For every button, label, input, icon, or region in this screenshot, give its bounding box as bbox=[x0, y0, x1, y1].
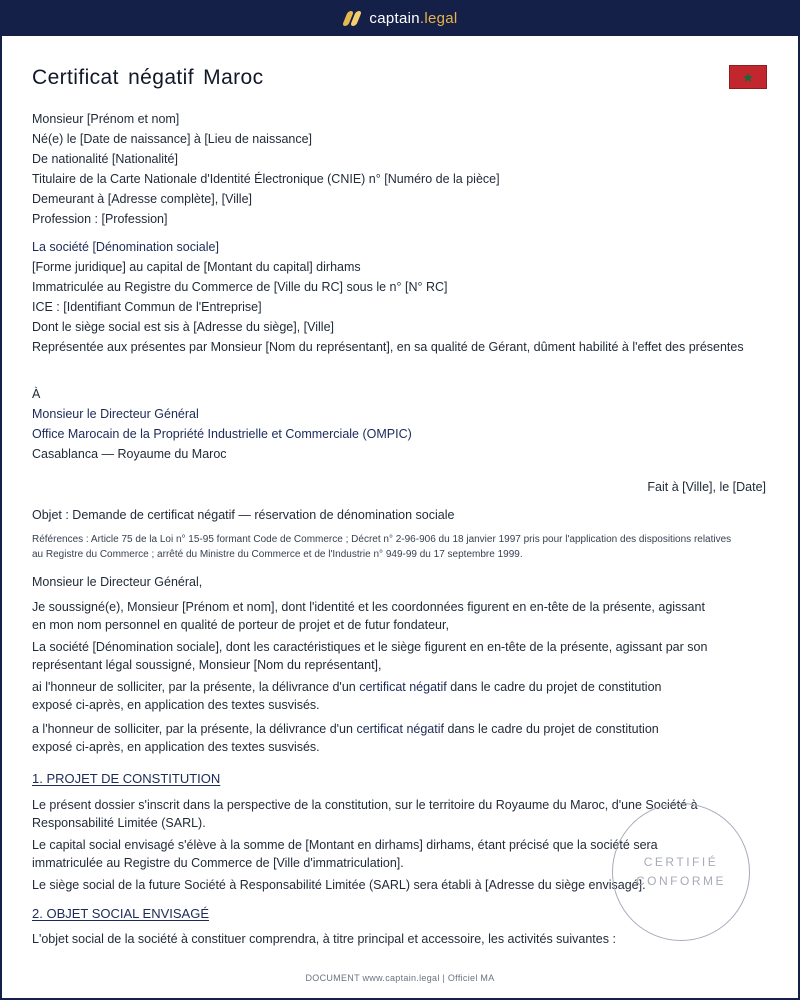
recipient-to: À bbox=[32, 387, 41, 401]
section-2-paragraph-1: L'objet social de la société à constituer comprendra, à titre principal et accessoire, les activités suivantes : bbox=[32, 932, 616, 946]
certified-stamp bbox=[612, 803, 750, 941]
stamp-line-1: CERTIFIÉ bbox=[643, 855, 719, 869]
recipient-block bbox=[32, 384, 772, 464]
paragraph-company: La société [Dénomination sociale], dont les caractéristiques et le siège figurent en en-tête de la présente, agissant par son représentant légal soussigné, Monsieur [Nom du représentant], bbox=[32, 640, 708, 672]
section-1-paragraph-2: Le capital social envisagé s'élève à la somme de [Montant en dirhams] dirhams, étant précisé que la société sera immatriculée au Registre du Commerce de [Ville d'immatriculation]. bbox=[32, 838, 658, 870]
applicant-name: Monsieur [Prénom et nom] bbox=[32, 112, 180, 126]
document-title: Certificat négatif Maroc bbox=[32, 66, 264, 89]
applicant-nationality: De nationalité [Nationalité] bbox=[32, 152, 178, 166]
morocco-flag-icon: ★ bbox=[729, 65, 767, 89]
top-bar bbox=[0, 0, 800, 36]
applicant-id-card: Titulaire de la Carte Nationale d'Identité Électronique (CNIE) n° [Numéro de la pièce] bbox=[32, 172, 500, 186]
footer: DOCUMENT www.captain.legal | Officiel MA bbox=[305, 973, 495, 983]
request-text-start: ai l'honneur de solliciter, par la présente, la délivrance d'un bbox=[32, 680, 356, 694]
recipient-office: Office Marocain de la Propriété Industrielle et Commerciale (OMPIC) bbox=[32, 427, 412, 441]
recipient-city: Casablanca — Royaume du Maroc bbox=[32, 447, 227, 461]
applicant-birth: Né(e) le [Date de naissance] à [Lieu de naissance] bbox=[32, 132, 313, 146]
company-registry: Immatriculée au Registre du Commerce de [Ville du RC] sous le n° [N° RC] bbox=[32, 280, 448, 294]
section-1-heading: 1. PROJET DE CONSTITUTION bbox=[32, 771, 221, 786]
place-date-text: Fait à [Ville], le [Date] bbox=[647, 480, 766, 494]
references: Références : Article 75 de la Loi n° 15-95 formant Code de Commerce ; Décret n° 2-96-906 du 18 janvier 1997 pris pour l'application des dispositions relatives au Registre du Commerce ; arrêté du Ministre du Commerce et de l'Industrie n° 949-99 du 17 septembre 1999. bbox=[32, 534, 732, 560]
captain-legal-logo-icon bbox=[342, 10, 360, 26]
company-legal-form: [Forme juridique] au capital de [Montant du capital] dirhams bbox=[32, 260, 361, 274]
paragraph-applicant: Je soussigné(e), Monsieur [Prénom et nom], dont l'identité et les coordonnées figurent en en-tête de la présente, agissant en mon nom personnel en qualité de porteur de projet et de futur fondateur, bbox=[32, 600, 705, 632]
request-text-start: a l'honneur de solliciter, par la présente, la délivrance d'un bbox=[32, 722, 353, 736]
brand[interactable] bbox=[342, 10, 457, 27]
section-1-paragraph-3: Le siège social de la future Société à Responsabilité Limitée (SARL) sera établi à [Adresse du siège envisagé]. bbox=[32, 878, 646, 892]
salutation-text: Monsieur le Directeur Général, bbox=[32, 575, 203, 589]
applicant-address: Demeurant à [Adresse complète], [Ville] bbox=[32, 192, 253, 206]
applicant-profession: Profession : [Profession] bbox=[32, 212, 168, 226]
object-text: Objet : Demande de certificat négatif — réservation de dénomination sociale bbox=[32, 508, 455, 522]
company-block bbox=[32, 237, 772, 356]
certificat-negatif-link[interactable]: certificat négatif bbox=[359, 680, 447, 694]
stamp-line-2: CONFORME bbox=[636, 874, 726, 888]
company-representation: Représentée aux présentes par Monsieur [Nom du représentant], en sa qualité de Gérant, dûment habilité à l'effet des présentes bbox=[32, 340, 744, 354]
request-text-end: dans le cadre du projet de constitution exposé ci-après, en application des textes susvisés. bbox=[32, 722, 659, 754]
section-2-heading: 2. OBJET SOCIAL ENVISAGÉ bbox=[32, 906, 210, 921]
section-1-paragraph-1: Le présent dossier s'inscrit dans la perspective de la constitution, sur le territoire du Royaume du Maroc, d'une Société à Responsabilité Limitée (SARL). bbox=[32, 798, 698, 830]
document-page bbox=[2, 36, 798, 998]
place-date bbox=[32, 477, 766, 497]
object-line bbox=[32, 505, 772, 525]
recipient-title: Monsieur le Directeur Général bbox=[32, 407, 199, 421]
company-name: La société [Dénomination sociale] bbox=[32, 240, 219, 254]
company-ice: ICE : [Identifiant Commun de l'Entreprise] bbox=[32, 300, 262, 314]
request-text-end: dans le cadre du projet de constitution exposé ci-après, en application des textes susvisés. bbox=[32, 680, 662, 712]
applicant-block bbox=[32, 109, 772, 229]
paragraph-request-applicant bbox=[32, 678, 672, 714]
certificat-negatif-link[interactable]: certificat négatif bbox=[356, 722, 444, 736]
brand-name: captain.legal bbox=[369, 9, 458, 27]
paragraph-request-company bbox=[32, 720, 672, 756]
company-seat: Dont le siège social est sis à [Adresse du siège], [Ville] bbox=[32, 320, 335, 334]
salutation bbox=[32, 572, 772, 592]
